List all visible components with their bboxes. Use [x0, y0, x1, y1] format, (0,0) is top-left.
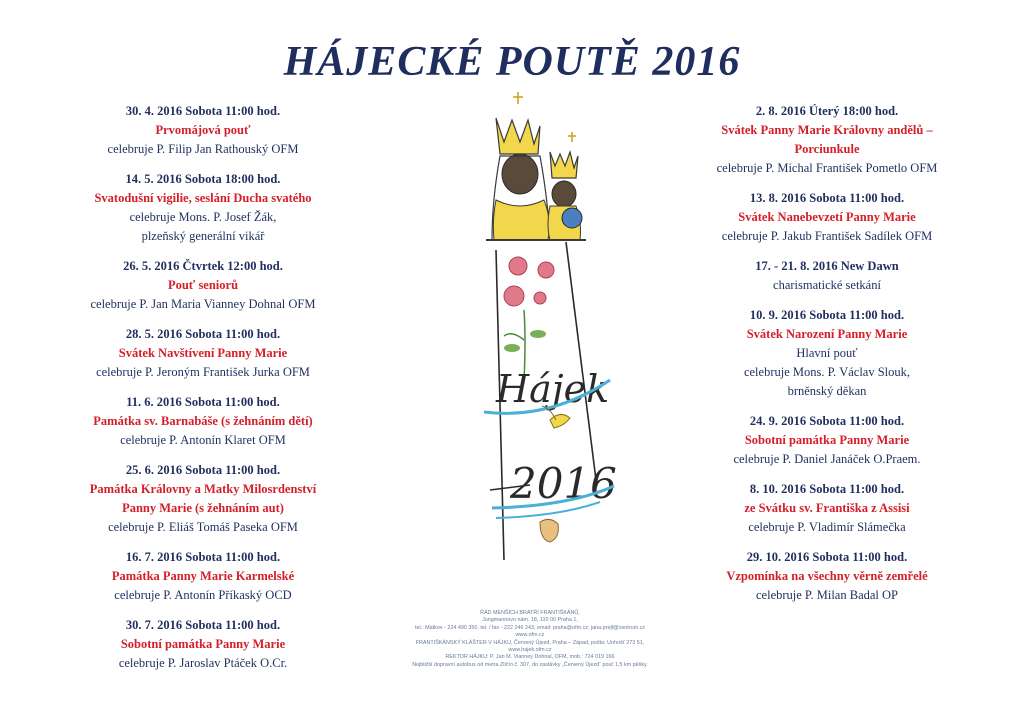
- event-entry: [662, 102, 992, 178]
- event-detail: celebruje Mons. P. Václav Slouk,: [743, 365, 911, 379]
- footer-line: www.hajek.ofm.cz: [508, 647, 552, 654]
- event-name: Svátek Panny Marie Královny andělů –: [721, 123, 933, 137]
- event-entry: [38, 102, 368, 159]
- event-date: 26. 5. 2016 Čtvrtek 12:00 hod.: [123, 259, 283, 273]
- event-entry: [38, 257, 368, 314]
- hajek-pilgrimage-illustration: [400, 90, 660, 610]
- event-detail: celebruje P. Milan Badal OP: [756, 588, 898, 602]
- event-detail: celebruje P. Antonín Příkaský OCD: [114, 588, 292, 602]
- event-date: 28. 5. 2016 Sobota 11:00 hod.: [125, 327, 281, 341]
- event-detail: Hlavní pouť: [796, 346, 858, 360]
- event-entry: [662, 189, 992, 246]
- event-detail: celebruje P. Daniel Janáček O.Praem.: [733, 452, 921, 466]
- event-name: Pouť seniorů: [167, 278, 239, 292]
- event-date: 2. 8. 2016 Úterý 18:00 hod.: [755, 104, 899, 118]
- event-entry: [38, 325, 368, 382]
- event-name: ze Svátku sv. Františka z Assisi: [744, 501, 910, 515]
- event-entry: [662, 306, 992, 401]
- event-date: 14. 5. 2016 Sobota 18:00 hod.: [125, 172, 281, 186]
- event-date: 30. 4. 2016 Sobota 11:00 hod.: [125, 104, 281, 118]
- event-detail: celebruje P. Vladimír Slámečka: [748, 520, 906, 534]
- publisher-footer: [380, 610, 680, 669]
- footer-line: Jungmannovo nám. 18, 110 00 Praha 1,: [482, 617, 578, 624]
- event-entry: [662, 257, 992, 295]
- event-name: Památka Královny a Matky Milosrdenství: [89, 482, 317, 496]
- event-name: Prvomájová pouť: [155, 123, 251, 137]
- handwritten-hajek-text: [484, 367, 610, 413]
- event-name: Památka sv. Barnabáše (s žehnáním dětí): [93, 414, 313, 428]
- event-entry: [38, 616, 368, 673]
- event-detail: celebruje P. Eliáš Tomáš Paseka OFM: [108, 520, 298, 534]
- event-date: 16. 7. 2016 Sobota 11:00 hod.: [125, 550, 281, 564]
- left-events-column: [38, 102, 368, 684]
- right-events-column: [662, 102, 992, 616]
- event-date: 29. 10. 2016 Sobota 11:00 hod.: [746, 550, 908, 564]
- event-name: Porciunkule: [794, 142, 860, 156]
- event-date: 24. 9. 2016 Sobota 11:00 hod.: [749, 414, 905, 428]
- handwritten-year-text: [492, 459, 617, 518]
- event-entry: [662, 412, 992, 469]
- event-name: Svatodušní vigilie, seslání Ducha svatého: [94, 191, 312, 205]
- madonna-with-child-icon: [486, 92, 586, 240]
- flowers-icon: [504, 257, 554, 380]
- event-detail: celebruje P. Jaroslav Ptáček O.Cr.: [118, 656, 288, 670]
- event-date: 13. 8. 2016 Sobota 11:00 hod.: [749, 191, 905, 205]
- event-date: 30. 7. 2016 Sobota 11:00 hod.: [125, 618, 281, 632]
- event-detail: celebruje P. Antonín Klaret OFM: [120, 433, 286, 447]
- event-name: Svátek Navštívení Panny Marie: [118, 346, 288, 360]
- event-detail: celebruje P. Jeroným František Jurka OFM: [96, 365, 310, 379]
- event-entry: [38, 548, 368, 605]
- event-detail: charismatické setkání: [773, 278, 881, 292]
- svg-text:Hájek: Hájek: [496, 367, 610, 411]
- small-figure-icon: [540, 519, 558, 542]
- footer-line: FRANTIŠKÁNSKÝ KLÁŠTER V HÁJKU, Červený Újezd, Praha – Západ, pošta: Unhošť 273 51,: [415, 639, 645, 646]
- event-detail: celebruje P. Filip Jan Rathouský OFM: [107, 142, 299, 156]
- event-detail: celebruje P. Jan Maria Vianney Dohnal OFM: [90, 297, 316, 311]
- event-name: Svátek Nanebevzetí Panny Marie: [738, 210, 916, 224]
- event-entry: [38, 461, 368, 537]
- event-name: Panny Marie (s žehnáním aut): [122, 501, 284, 515]
- event-entry: [662, 548, 992, 605]
- event-detail: celebruje Mons. P. Josef Žák,: [129, 210, 277, 224]
- event-name: Svátek Narození Panny Marie: [746, 327, 908, 341]
- event-name: Vzpomínka na všechny věrně zemřelé: [726, 569, 928, 583]
- event-date: 17. - 21. 8. 2016 New Dawn: [755, 259, 899, 273]
- event-entry: [662, 480, 992, 537]
- footer-line: tel.: Matkov - 224 490 350, tel. / fax - 222 246 243, email: praha@ofm.cz; jana.prejf@centrum.cz: [415, 624, 645, 631]
- event-detail: celebruje P. Jakub František Sadílek OFM: [721, 229, 933, 243]
- footer-line: ŘÁD MENŠÍCH BRATŘÍ FRANTIŠKÁNŮ,: [480, 610, 580, 616]
- event-date: 25. 6. 2016 Sobota 11:00 hod.: [125, 463, 281, 477]
- footer-line: REKTOR HÁJKU: P. Jan M. Vianney Dohnal, OFM, mob.: 724 019 166: [445, 654, 615, 661]
- event-detail: plzeňský generální vikář: [141, 229, 265, 243]
- event-name: Památka Panny Marie Karmelské: [111, 569, 295, 583]
- page-title: HÁJECKÉ POUTĚ 2016: [283, 39, 741, 85]
- svg-text:2016: 2016: [510, 459, 617, 508]
- event-date: 10. 9. 2016 Sobota 11:00 hod.: [749, 308, 905, 322]
- event-detail: brněnský děkan: [787, 384, 867, 398]
- footer-line: Nejbližší dopravní autobus od metra Zličín č. 307, do zastávky „Červený Újezd“ pouť 1,5 km pěšky.: [412, 661, 648, 668]
- event-date: 11. 6. 2016 Sobota 11:00 hod.: [126, 395, 280, 409]
- event-date: 8. 10. 2016 Sobota 11:00 hod.: [749, 482, 905, 496]
- event-name: Sobotní památka Panny Marie: [744, 433, 910, 447]
- footer-line: www.ofm.cz: [515, 632, 545, 639]
- event-entry: [38, 393, 368, 450]
- event-detail: celebruje P. Michal František Pometlo OFM: [716, 161, 938, 175]
- event-entry: [38, 170, 368, 246]
- event-name: Sobotní památka Panny Marie: [120, 637, 286, 651]
